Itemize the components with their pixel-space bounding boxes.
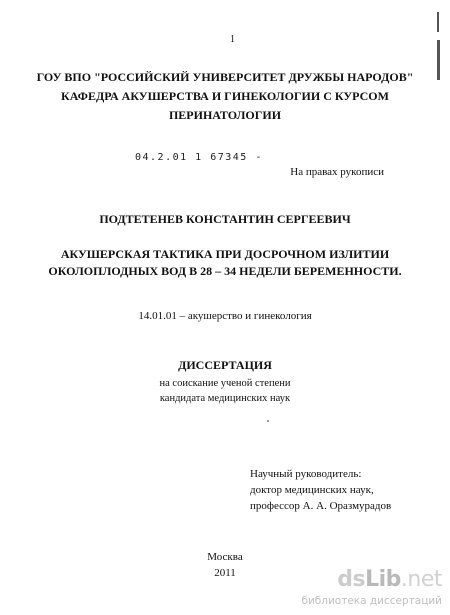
- supervisor-name: профессор А. А. Оразмурадов: [250, 500, 392, 512]
- document-type: ДИССЕРТАЦИЯ: [178, 358, 272, 372]
- year: 2011: [214, 567, 236, 579]
- scan-artifact-mark: [437, 12, 439, 32]
- department-name: КАФЕДРА АКУШЕРСТВА И ГИНЕКОЛОГИИ С КУРСОМ: [61, 89, 389, 103]
- logo-part-net: .net: [400, 567, 442, 592]
- degree-purpose-line-2: кандидата медицинских наук: [159, 393, 291, 404]
- dslib-logo: [337, 567, 442, 592]
- logo-part-lib: Lib: [365, 567, 401, 592]
- organization-name: ГОУ ВПО "РОССИЙСКИЙ УНИВЕРСИТЕТ ДРУЖБЫ НАРОДОВ": [36, 70, 414, 84]
- dslib-watermark: [292, 567, 442, 611]
- manuscript-rights-note: На правах рукописи: [290, 166, 384, 178]
- logo-part-ds: ds: [337, 567, 366, 592]
- department-name-continued: ПЕРИНАТОЛОГИИ: [168, 108, 282, 122]
- dissertation-title-line-2: ОКОЛОПЛОДНЫХ ВОД В 28 – 34 НЕДЕЛИ БЕРЕМЕННОСТИ.: [48, 264, 402, 278]
- author-name: ПОДТЕТЕНЕВ КОНСТАНТИН СЕРГЕЕВИЧ: [99, 212, 351, 226]
- dissertation-title-line-1: АКУШЕРСКАЯ ТАКТИКА ПРИ ДОСРОЧНОМ ИЗЛИТИИ: [60, 247, 390, 261]
- scan-artifact-dot: [267, 420, 269, 422]
- page-number: 1: [230, 34, 235, 45]
- city: Москва: [207, 551, 243, 563]
- supervisor-degree: доктор медицинских наук,: [250, 484, 374, 496]
- degree-purpose-line-1: на соискание ученой степени: [159, 378, 291, 389]
- supervisor-block: [250, 466, 391, 514]
- supervisor-label: Научный руководитель:: [250, 468, 362, 480]
- watermark-caption: библиотека диссертаций: [301, 595, 442, 607]
- specialty-code: 14.01.01 – акушерство и гинекология: [138, 310, 312, 322]
- inventory-stamp-number: 04.2.01 1 67345 -: [135, 152, 263, 163]
